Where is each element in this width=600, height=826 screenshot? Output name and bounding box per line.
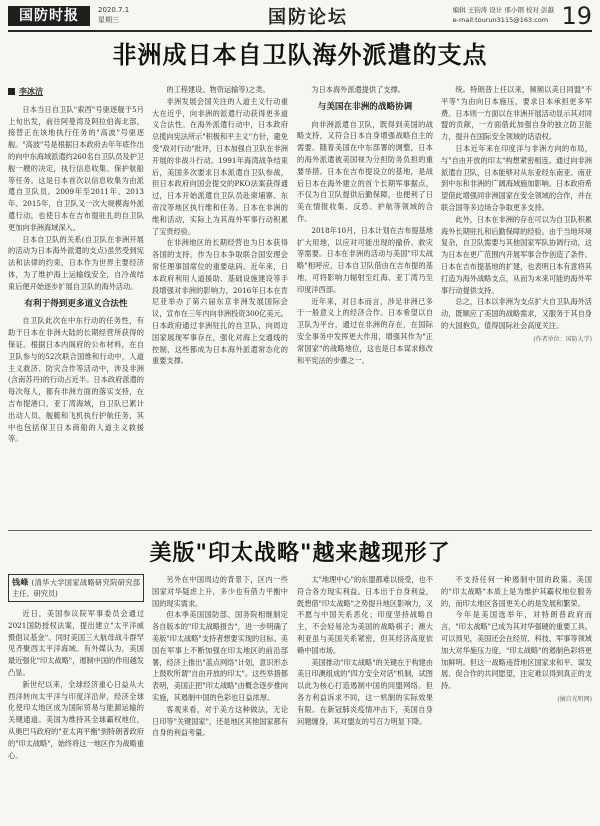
paragraph: 今年是美国选举年，对特朗普政府而言，"印太战略"已成为其对华强硬的重要工具。可以预见，美国还会在经贸、科技、军事等领域加大对华施压力度，"印太战略"的遏制色彩将更加鲜明。但这一战略违背地区国家求和平、谋发展、促合作的共同愿望，注定难以得到真正的支持。 [441,610,592,691]
staff-line-2: e-mail:tourun3115@163.com [452,16,549,24]
paragraph: 向非洲派遣自卫队，既得到美国的战略支持，又符合日本自身增强战略自主的需要。随着美国在中东部署的调整，日本的海外派遣被美国视为分担防务负担的重要举措。日本在吉布提设立的基地，是战后日本在海外建立的首个长期军事据点，不仅为自卫队提供后勤保障，也便利了日美在情报收集、反恐、护航等领域的合作。 [297,119,433,223]
paragraph: 不支持任何一种遏制中国的政策。美国的"印太战略"本质上是为维护其霸权地位服务的，而印太地区各国更关心的是发展和繁荣。 [441,575,592,608]
paragraph: 日本当日自卫队"索西"号驱逐舰于5月上旬出发，前往阿曼湾及阿拉伯海北部，接替正在该地执行任务的"高波"号驱逐舰。"高波"号是根据日本政府去年年底作出的向中东海域派遣约260名自卫队员及护卫舰一艘的决定，执行信息收集、保护航船等任务。这是日本首次以信息收集为由派遣自卫队员。2009年至2011年、2013年、2015年，自卫队又一次大规模海外派遣行动，也使日本在吉布提驻扎的自卫队更加向非洲海域深入。 [8,104,144,232]
issue-date [98,5,129,25]
article2-author-affiliation: (清华大学国家战略研究院研究部主任、研究员) [12,578,140,598]
paragraph: 太"地理中心"的东盟都难以接受，也不符合各方现实利益。日本出于自身利益，既想借"印太战略"之势提升地区影响力，又不愿与中国关系恶化；印度坚持战略自主，不会轻易沦为美国的战略棋子；澳大利亚虽与美国关系紧密，但其经济高度依赖中国市场。 [297,575,433,655]
article1-byline [8,86,144,98]
paragraph: 非洲发展会国关注的人道主义行动重大在近乎，向非洲的派遣行动获得更多道义合法性。在海外派遣行动中，日本政府总揽向宪法所示"积极和平主义"方针，避免受"敌对行动"批评，日本加强自卫队在非洲开展的非战斗行动。1991年海湾战争结束后，美国多次要求日本派遣自卫队参战，但日本政府向国会提交的PKO法案获得通过，日本开始派遣自卫队员赴柬埔寨、东帝汶等地区执行维和任务。日本在非洲的维和活动，实际上为其海外军事行动积累了宝贵经验。 [152,96,288,236]
article2-headline: 美版"印太战略"越来越现形了 [149,541,451,566]
article2-column-1 [8,574,144,822]
article2-author-box [8,574,144,602]
byline-square-icon [8,88,15,95]
article1-column-1 [8,84,144,524]
article1-column-2 [152,84,288,524]
staff-line-1: 编辑 王钧涛 设计 邢小钢 校对 彭越 [452,6,554,14]
section-title: 国防论坛 [268,7,348,28]
paragraph: 总之，日本以非洲为支点扩大自卫队海外活动，既顺应了美国的战略需求，又服务于其自身的大国抱负，值得国际社会高度关注。 [441,297,592,330]
article1-subhead-2: 与美国在非洲的战略协调 [317,101,413,112]
date-text: 2020.7.1 [98,6,130,14]
masthead-logo: 国防时报 [8,6,90,26]
article2-column-3 [297,574,433,822]
paragraph: 自卫队此次在中东行动的任务性，有助于日本在非洲大陆的长期经营所获得的保证。根据日本内阁府的公布材料，在自卫队参与的52次联合国维和行动中，人道主义救济、防灾合作等活动中，涉及非洲(含南苏丹)的行动占近半。日本政府派遣的每次每人，都有非洲方面的落实支持，在吉布提港口、亚丁湾海域，自卫队已累计出动人员、舰艇和飞机执行护航任务，其中也包括保卫日本商船的人道主义救援等。 [8,316,144,444]
staff-credits [453,5,554,25]
article1-headline: 非洲成日本自卫队海外派遣的支点 [112,41,488,69]
paragraph: 近年来，对日本而言，涉足非洲已多于一般意义上的经济合作。日本希望以自卫队为平台，通过在非洲的存在，在国际安全事务中发挥更大作用，增强其作为"正常国家"的战略地位，这也是日本谋求修改和平宪法的步骤之一。 [297,296,433,365]
article1-subhead-1: 有利于得到更多道义合法性 [24,298,128,309]
paragraph: 另外在中国周边的背景下，区内一些国家对华疑虑上升，多少也有借力平衡中国的现实需求。 [152,575,288,608]
paragraph: 在非洲地区的长期经营也为日本获得各国的支持，作为日本争取联合国安理会常任理事国席位的重要砝码。近年来，日本政府利用人道援助、基础设施建设等手段增强对非洲的影响力，2016年日本在肯尼亚举办了第六届东京非洲发展国际会议，宣布在三年内向非洲投资300亿美元。日本政府通过非洲驻扎的自卫队，向周边国家展现军事存在，强化对海上交通线的控制，这些都成为日本海外派遣常态化的重要支撑。 [152,238,288,366]
article2-column-4 [441,574,592,822]
article1-source-note: (作者单位：国防大学) [533,335,592,343]
paragraph: 近日，美国参议院军事委员会通过2021国防授权法案，提出建立"太平洋威慑倡议基金"。同时美国三大航母战斗群罕见齐聚西太平洋海域。有外媒认为，美国最近强化"印太战略"，遏制中国的作用越发凸显。 [8,609,144,677]
article-divider [8,530,592,531]
paragraph: 此外，日本在非洲的存在可以为自卫队积累海外长期驻扎和后勤保障的经验。由于当地环境复杂，自卫队需要与其他国家军队协调行动，这为日本在更广范围内开展军事合作创造了条件。日本在吉布提基地的扩建，也表明日本有意将其打造为海外战略支点，从而为未来可能的海外军事行动提供支持。 [441,214,592,295]
paragraph: 2018年10月，日本计划在吉布提基地扩大用地，以应对可能出现的撤侨、救灾等需要。日本在非洲的活动与美国"印太战略"相呼应，日本自卫队借由在吉布提的基地，可将影响力辐射至红海、亚丁湾乃至印度洋西部。 [297,225,433,294]
page-header [8,4,592,32]
paragraph: 日本自卫队的关系(自卫队在非洲开展的活动为日本海外派遣的支点)虽然受到宪法和法律的约束，日本作为世界主要经济体，为了维护海上运输线安全，自冷战结束后便开始逐步扩展自卫队的海外活动。 [8,234,144,291]
paragraph: 日本近年来在印度洋与非洲方向的布局，与"自由开放的印太"构想紧密相连。通过向非洲派遣自卫队，日本能够对从东亚经东南亚、南亚到中东和非洲的广阔海域施加影响。日本政府希望借此增强同非洲国家在安全领域的合作，并在联合国等多边场合争取更多支持。 [441,143,592,212]
article2-source-note: (摘自光明网) [557,695,592,703]
paragraph: 但本季美国国防部、国务院相继制定各自版本的"印太战略报告"，进一步明确了美版"印太战略"支持者想要实现的目标。美国在军事上不断加强在印太地区的前沿部署，经济上推出"蓝点网络"计划，意识形态上鼓吹所谓"自由开放的印太"。这些举措都表明，美国正把"印太战略"由概念逐步推向实施，其遏制中国的色彩也日益浓厚。 [152,610,288,702]
paragraph: 美国推动"印太战略"的关键在于构建由美日印澳组成的"四方安全对话"机制，试图以此为核心打造遏制中国的同盟网络。但各方利益诉求不同，这一机制的实际效果有限。在新冠肺炎疫情冲击下，美国自身问题缠身，其对盟友的号召力明显下降。 [297,657,433,726]
paragraph: 的工程建设、物资运输等)之类。 [166,85,270,94]
article2-column-2 [152,574,288,822]
weekday-text: 星期三 [98,16,119,24]
paragraph: 客观来看，对于美方这种做法，无论日印等"关键国家"，还是地区其他国家都有自身的利益考量。 [152,704,288,738]
paragraph: 统。特朗普上任以来，频频以美日同盟"不平等"为由向日本施压，要求日本承担更多军费。日本则一方面以在非洲开展活动显示其对同盟的贡献，一方面借此加强自身的独立防卫能力，提升在国际安全领域的话语权。 [441,85,592,142]
paragraph: 新世纪以来，全球经济重心日益从大西洋转向太平洋与印度洋沿岸，经济全球化使印太地区成为国际贸易与能源运输的关键通道。美国为维持其全球霸权地位，从奥巴马政府的"亚太再平衡"到特朗普政府的"印太战略"，始终将这一地区作为战略重心。 [8,679,144,760]
paragraph: 为日本海外派遣提供了支撑。 [311,85,405,94]
article1-column-3 [297,84,433,524]
article2-author: 钱峰 [12,578,29,587]
page-number: 19 [561,2,592,30]
article1-author: 李冰洁 [19,87,43,96]
article1-column-4 [441,84,592,524]
